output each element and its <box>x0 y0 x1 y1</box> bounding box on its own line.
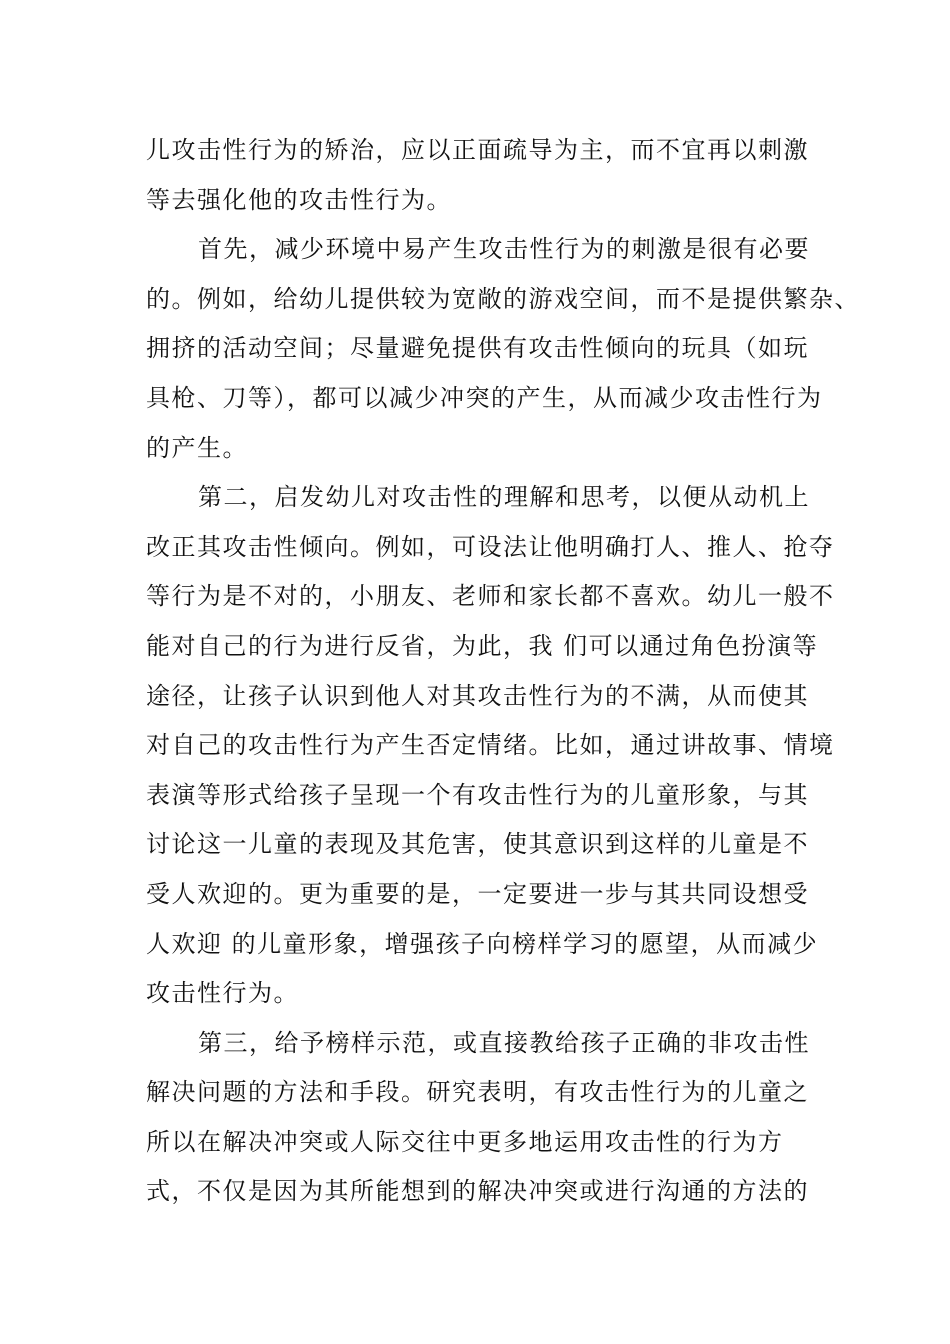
body-text <box>146 126 860 1217</box>
text-line: 拥挤的活动空间；尽量避免提供有攻击性倾向的玩具（如玩 <box>146 334 809 363</box>
text-line: 的产生。 <box>146 433 248 462</box>
text-line: 解决问题的方法和手段。研究表明，有攻击性行为的儿童之 <box>146 1078 809 1107</box>
paragraph-first-line: 首先，减少环境中易产生攻击性行为的刺激是很有必要 <box>198 235 810 264</box>
text-line: 对自己的攻击性行为产生否定情绪。比如，通过讲故事、情境 <box>146 731 835 760</box>
text-line: 具枪、刀等），都可以减少冲突的产生，从而减少攻击性行为 <box>146 383 823 412</box>
text-line: 改正其攻击性倾向。例如，可设法让他明确打人、推人、抢夺 <box>146 532 835 561</box>
text-line: 所以在解决冲突或人际交往中更多地运用攻击性的行为方 <box>146 1127 784 1156</box>
text-line: 人欢迎 的儿童形象，增强孩子向榜样学习的愿望，从而减少 <box>146 929 819 958</box>
text-line: 受人欢迎的。更为重要的是，一定要进一步与其共同设想受 <box>146 879 809 908</box>
text-line: 等行为是不对的，小朋友、老师和家长都不喜欢。幼儿一般不 <box>146 582 835 611</box>
text-line: 攻击性行为。 <box>146 979 299 1008</box>
text-line: 式，不仅是因为其所能想到的解决冲突或进行沟通的方法的 <box>146 1177 809 1206</box>
text-line: 途径，让孩子认识到他人对其攻击性行为的不满，从而使其 <box>146 681 809 710</box>
paragraph-first-line: 第三，给予榜样示范，或直接教给孩子正确的非攻击性 <box>198 1028 810 1057</box>
text-line: 的。例如，给幼儿提供较为宽敞的游戏空间，而不是提供繁杂、 <box>146 284 860 313</box>
paragraph-first-line: 第二，启发幼儿对攻击性的理解和思考，以便从动机上 <box>198 483 810 512</box>
text-line: 儿攻击性行为的矫治，应以正面疏导为主，而不宜再以刺激 <box>146 136 809 164</box>
text-line: 能对自己的行为进行反省，为此，我 们可以通过角色扮演等 <box>146 631 819 660</box>
text-line: 讨论这一儿童的表现及其危害，使其意识到这样的儿童是不 <box>146 830 809 859</box>
text-line: 等去强化他的攻击性行为。 <box>146 185 452 214</box>
text-line: 表演等形式给孩子呈现一个有攻击性行为的儿童形象，与其 <box>146 780 809 809</box>
